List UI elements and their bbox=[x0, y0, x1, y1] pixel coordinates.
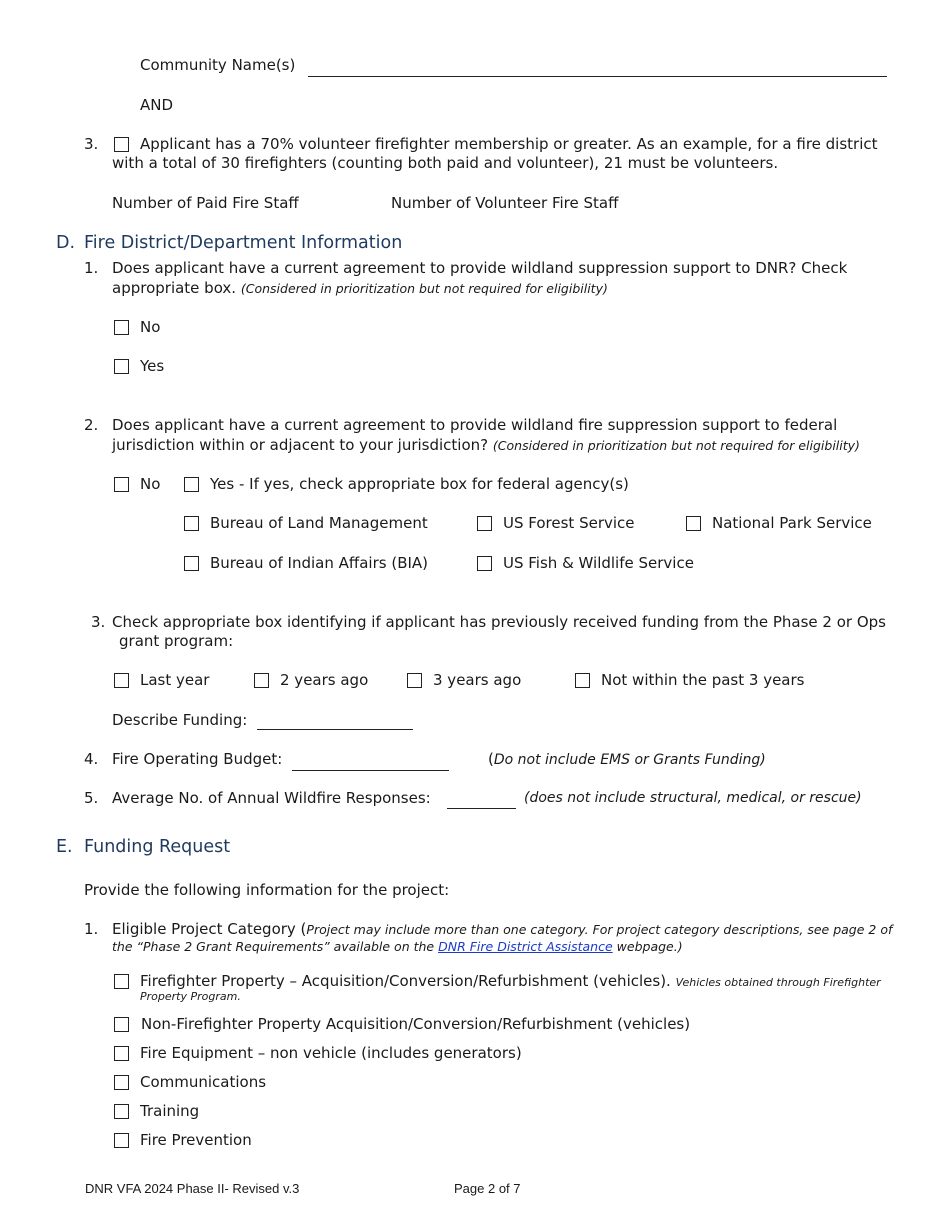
d-q3-line1: Check appropriate box identifying if applicant has previously received funding from the Phase 2 or Ops bbox=[112, 613, 886, 631]
e-q1-label: Eligible Project Category ( bbox=[112, 920, 307, 938]
d-q1-yes-checkbox[interactable] bbox=[114, 359, 129, 374]
cat-fire-equipment-label: Fire Equipment – non vehicle (includes generators) bbox=[140, 1044, 522, 1062]
e-q1-note2-a: the “Phase 2 Grant Requirements” available on the bbox=[112, 939, 439, 954]
section-d-letter: D. bbox=[56, 233, 76, 253]
item3-text-line1: Applicant has a 70% volunteer firefighter membership or greater. As an example, for a fire district bbox=[140, 135, 878, 153]
e-q1-note1: Project may include more than one category. For project category descriptions, see page 2 of bbox=[306, 922, 893, 937]
d-q5-number: 5. bbox=[84, 789, 99, 807]
cat-non-firefighter-property-label: Non-Firefighter Property Acquisition/Conversion/Refurbishment (vehicles) bbox=[141, 1015, 691, 1033]
item3-text-line2: with a total of 30 firefighters (counting both paid and volunteer), 21 must be volunteers. bbox=[112, 154, 779, 172]
operating-budget-note-text: Do not include EMS or Grants Funding) bbox=[493, 752, 766, 768]
section-e-intro: Provide the following information for the project: bbox=[84, 881, 450, 899]
volunteer-membership-checkbox[interactable] bbox=[114, 137, 129, 152]
wildfire-responses-field[interactable] bbox=[447, 808, 516, 809]
footer-page-number: Page 2 of 7 bbox=[454, 1181, 521, 1196]
bia-label: Bureau of Indian Affairs (BIA) bbox=[210, 554, 429, 572]
nps-checkbox[interactable] bbox=[686, 516, 701, 531]
cat-firefighter-property-line bbox=[140, 972, 881, 990]
cat-non-firefighter-property-checkbox[interactable] bbox=[114, 1017, 129, 1032]
cat-firefighter-property-note-a: Vehicles obtained through Firefighter bbox=[675, 976, 881, 989]
d-q1-no-label: No bbox=[140, 318, 161, 336]
wildfire-responses-note: (does not include structural, medical, or rescue) bbox=[524, 790, 862, 806]
d-q1-no-checkbox[interactable] bbox=[114, 320, 129, 335]
cat-communications-checkbox[interactable] bbox=[114, 1075, 129, 1090]
d-q1-line2-text: appropriate box. bbox=[112, 279, 237, 297]
d-q2-no-label: No bbox=[140, 475, 161, 493]
d-q3-number: 3. bbox=[91, 613, 106, 631]
item3-number: 3. bbox=[84, 135, 99, 153]
cat-training-checkbox[interactable] bbox=[114, 1104, 129, 1119]
operating-budget-field[interactable] bbox=[292, 770, 449, 771]
not-within-3-years-checkbox[interactable] bbox=[575, 673, 590, 688]
d-q4-number: 4. bbox=[84, 750, 99, 768]
cat-firefighter-property-label: Firefighter Property – Acquisition/Conversion/Refurbishment (vehicles). bbox=[140, 972, 671, 990]
paid-staff-label: Number of Paid Fire Staff bbox=[112, 194, 299, 212]
section-d-title: Fire District/Department Information bbox=[84, 233, 403, 253]
blm-label: Bureau of Land Management bbox=[210, 514, 428, 532]
d-q2-line1: Does applicant have a current agreement to provide wildland fire suppression support to federal bbox=[112, 416, 838, 434]
usfws-label: US Fish & Wildlife Service bbox=[503, 554, 694, 572]
last-year-label: Last year bbox=[140, 671, 210, 689]
last-year-checkbox[interactable] bbox=[114, 673, 129, 688]
usfs-label: US Forest Service bbox=[503, 514, 635, 532]
section-e-letter: E. bbox=[56, 837, 73, 857]
d-q1-line2 bbox=[112, 279, 608, 297]
d-q2-line2 bbox=[112, 436, 860, 454]
volunteer-staff-label: Number of Volunteer Fire Staff bbox=[391, 194, 619, 212]
cat-firefighter-property-checkbox[interactable] bbox=[114, 974, 129, 989]
operating-budget-note-paren: ( bbox=[488, 750, 494, 768]
community-name-label: Community Name(s) bbox=[140, 56, 296, 74]
wildfire-responses-label: Average No. of Annual Wildfire Responses: bbox=[112, 789, 431, 807]
footer-document-id: DNR VFA 2024 Phase II- Revised v.3 bbox=[85, 1181, 300, 1196]
usfws-checkbox[interactable] bbox=[477, 556, 492, 571]
d-q1-note: (Considered in prioritization but not required for eligibility) bbox=[240, 281, 608, 296]
e-q1-note2-b: webpage.) bbox=[612, 939, 683, 954]
d-q2-number: 2. bbox=[84, 416, 99, 434]
d-q2-no-checkbox[interactable] bbox=[114, 477, 129, 492]
usfs-checkbox[interactable] bbox=[477, 516, 492, 531]
not-within-3-years-label: Not within the past 3 years bbox=[601, 671, 805, 689]
two-years-ago-label: 2 years ago bbox=[280, 671, 369, 689]
three-years-ago-label: 3 years ago bbox=[433, 671, 522, 689]
dnr-fire-district-assistance-link[interactable]: DNR Fire District Assistance bbox=[438, 939, 613, 954]
describe-funding-label: Describe Funding: bbox=[112, 711, 248, 729]
cat-training-label: Training bbox=[140, 1102, 200, 1120]
d-q2-yes-label: Yes - If yes, check appropriate box for federal agency(s) bbox=[210, 475, 629, 493]
d-q2-note: (Considered in prioritization but not required for eligibility) bbox=[492, 438, 860, 453]
d-q3-line2: grant program: bbox=[119, 632, 234, 650]
describe-funding-field[interactable] bbox=[257, 729, 413, 730]
cat-fire-prevention-checkbox[interactable] bbox=[114, 1133, 129, 1148]
e-q1-note2 bbox=[112, 939, 683, 954]
d-q1-yes-label: Yes bbox=[140, 357, 165, 375]
cat-firefighter-property-note-b: Property Program. bbox=[140, 990, 241, 1003]
cat-fire-equipment-checkbox[interactable] bbox=[114, 1046, 129, 1061]
d-q2-yes-checkbox[interactable] bbox=[184, 477, 199, 492]
d-q1-number: 1. bbox=[84, 259, 99, 277]
cat-communications-label: Communications bbox=[140, 1073, 267, 1091]
nps-label: National Park Service bbox=[712, 514, 872, 532]
operating-budget-label: Fire Operating Budget: bbox=[112, 750, 283, 768]
section-e-title: Funding Request bbox=[84, 837, 231, 857]
community-name-field[interactable] bbox=[308, 76, 887, 77]
and-label: AND bbox=[140, 96, 174, 114]
blm-checkbox[interactable] bbox=[184, 516, 199, 531]
three-years-ago-checkbox[interactable] bbox=[407, 673, 422, 688]
d-q2-line2-text: jurisdiction within or adjacent to your jurisdiction? bbox=[112, 436, 489, 454]
e-q1-number: 1. bbox=[84, 920, 99, 938]
bia-checkbox[interactable] bbox=[184, 556, 199, 571]
operating-budget-note bbox=[488, 750, 766, 768]
two-years-ago-checkbox[interactable] bbox=[254, 673, 269, 688]
d-q1-line1: Does applicant have a current agreement to provide wildland suppression support to DNR? Check bbox=[112, 259, 848, 277]
e-q1-label-line bbox=[112, 920, 892, 938]
cat-fire-prevention-label: Fire Prevention bbox=[140, 1131, 252, 1149]
